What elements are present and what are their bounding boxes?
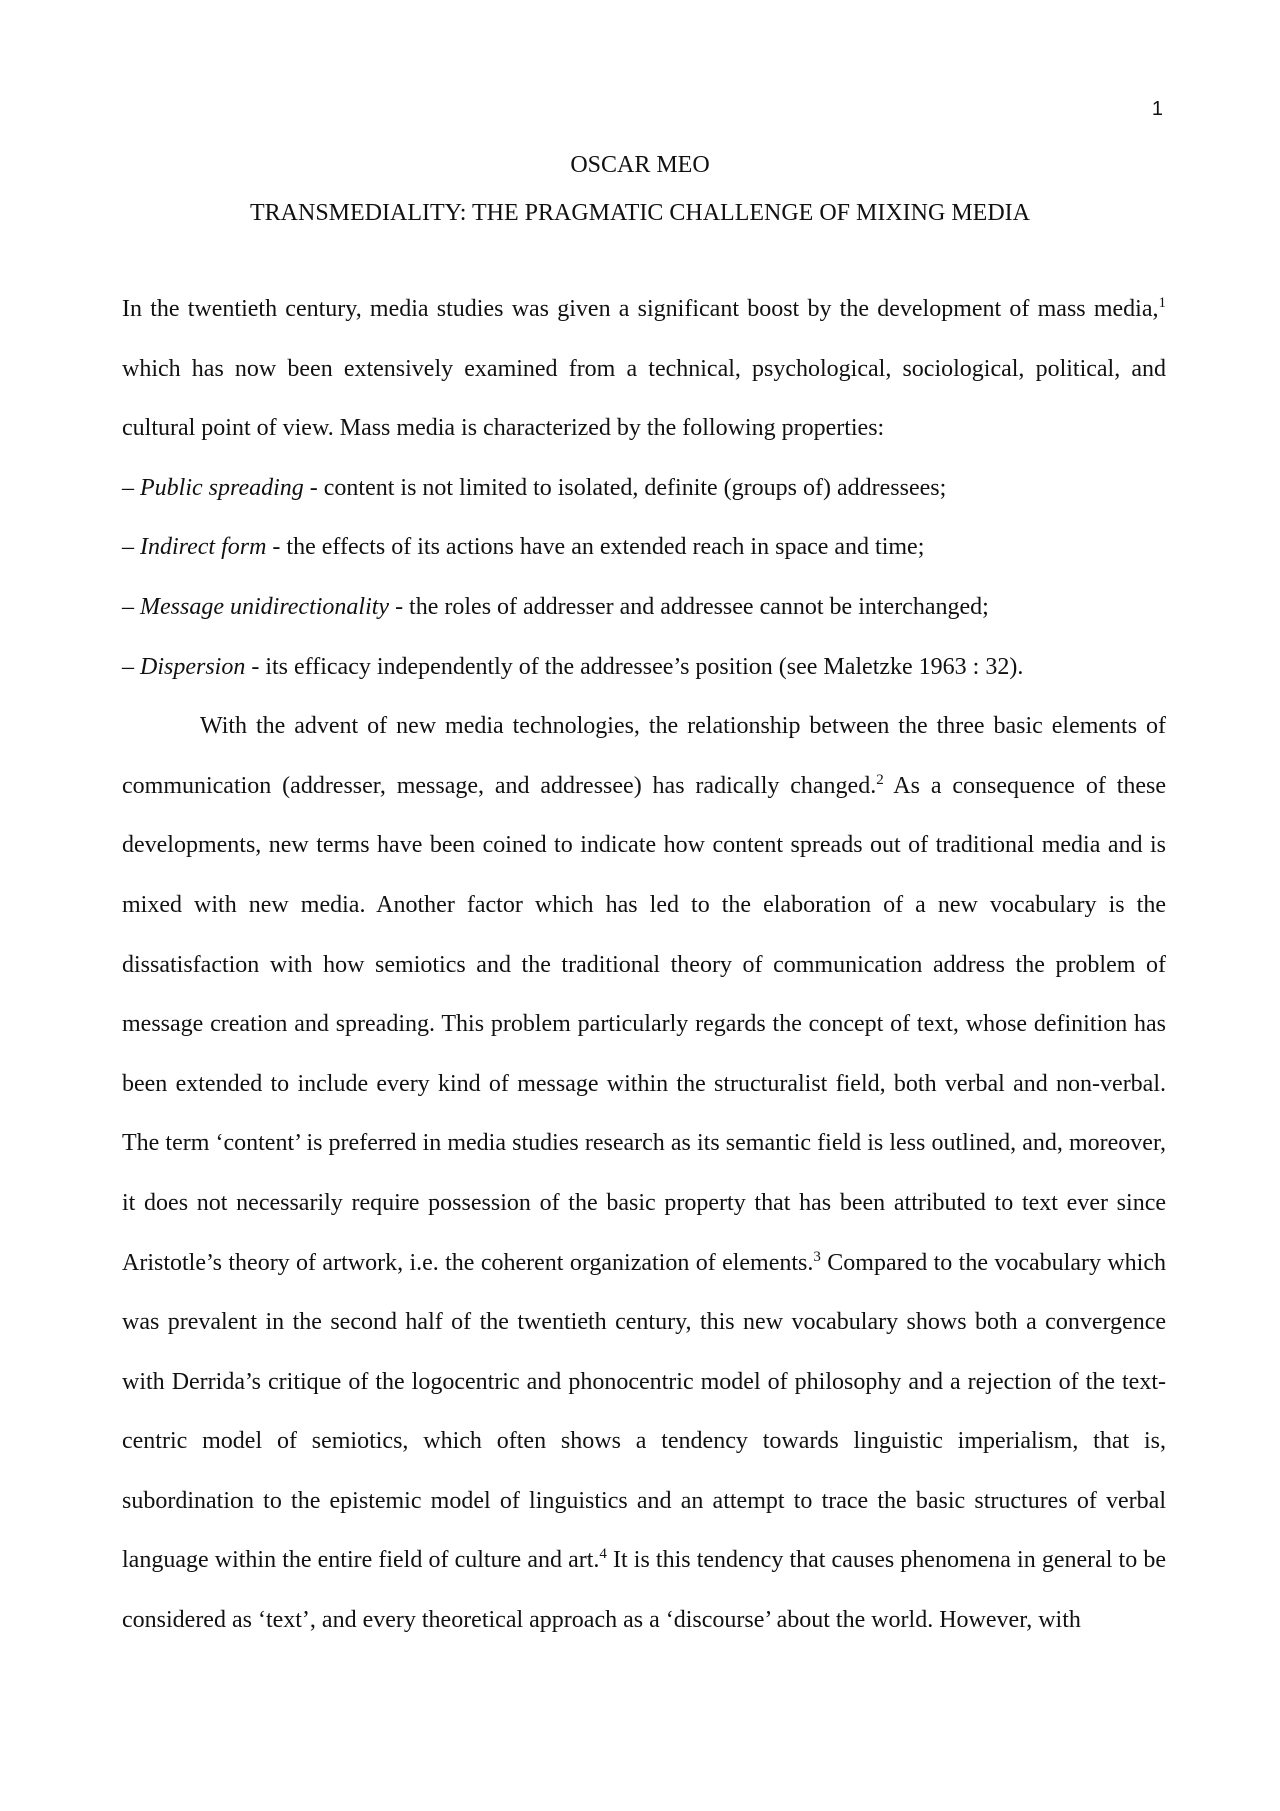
property-description: - its efficacy independently of the addressee’s position (see Maletzke 1963 : 32). (245, 653, 1024, 680)
body-text (122, 280, 1166, 1651)
paragraph-text: Compared to the vocabulary which was prevalent in the second half of the twentieth century, this new vocabulary shows both a convergence with Derrida’s critique of the logocentric and phonocentric model of philosophy and a rejection of the text-centric model of semiotics, which often shows a tendency towards linguistic imperialism, that is, subordination to the epistemic model of linguistics and an attempt to trace the basic structures of verbal language within the entire field of culture and art. (122, 1249, 1166, 1574)
list-item (122, 518, 1166, 578)
author-name: OSCAR MEO (570, 152, 710, 178)
properties-list (122, 459, 1166, 697)
list-dash: – (122, 593, 140, 620)
body-paragraph-2 (122, 697, 1166, 1651)
property-term: Message unidirectionality (140, 593, 390, 620)
paper-title: TRANSMEDIALITY: THE PRAGMATIC CHALLENGE OF MIXING MEDIA (250, 200, 1030, 226)
list-dash: – (122, 474, 140, 501)
paragraph-text: With the advent of new media technologies, the relationship between the three basic elements of communication (addresser, message, and addressee) has radically changed. (122, 713, 1166, 799)
list-dash: – (122, 534, 140, 561)
list-item (122, 578, 1166, 638)
intro-paragraph (122, 280, 1166, 459)
property-term: Public spreading (140, 474, 304, 501)
paragraph-text: As a consequence of these developments, new terms have been coined to indicate how content spreads out of traditional media and is mixed with new media. Another factor which has led to the elaboration of a new vocabulary is the dissatisfaction with how semiotics and the traditional theory of communication address the problem of message creation and spreading. This problem particularly regards the concept of text, whose definition has been extended to include every kind of message within the structuralist field, both verbal and non-verbal. The term ‘content’ is preferred in media studies research as its semantic field is less outlined, and, moreover, it does not necessarily require possession of the basic property that has been attributed to text ever since Aristotle’s theory of artwork, i.e. the coherent organization of elements. (122, 772, 1166, 1276)
page-number: 1 (1151, 98, 1163, 120)
property-term: Dispersion (140, 653, 246, 680)
property-description: - the roles of addresser and addressee cannot be interchanged; (389, 593, 989, 620)
property-term: Indirect form (140, 534, 267, 561)
footnote-ref-2[interactable]: 2 (876, 771, 884, 788)
list-dash: – (122, 653, 140, 680)
list-item (122, 459, 1166, 519)
footnote-ref-3[interactable]: 3 (813, 1248, 821, 1265)
footnote-ref-1[interactable]: 1 (1158, 295, 1166, 311)
intro-text-continued: which has now been extensively examined from a technical, psychological, sociological, political, and cultural point of view. Mass media is characterized by the following properties: (122, 355, 1166, 442)
property-description: - the effects of its actions have an extended reach in space and time; (266, 534, 925, 561)
property-description: - content is not limited to isolated, definite (groups of) addressees; (303, 474, 947, 501)
intro-text: In the twentieth century, media studies was given a significant boost by the development of mass media, (122, 296, 1159, 322)
footnote-ref-4[interactable]: 4 (599, 1546, 607, 1563)
list-item (122, 638, 1166, 698)
paragraph-text: It is this tendency that causes phenomena in general to be considered as ‘text’, and every theoretical approach as a ‘discourse’ about the world. However, with (122, 1547, 1166, 1634)
